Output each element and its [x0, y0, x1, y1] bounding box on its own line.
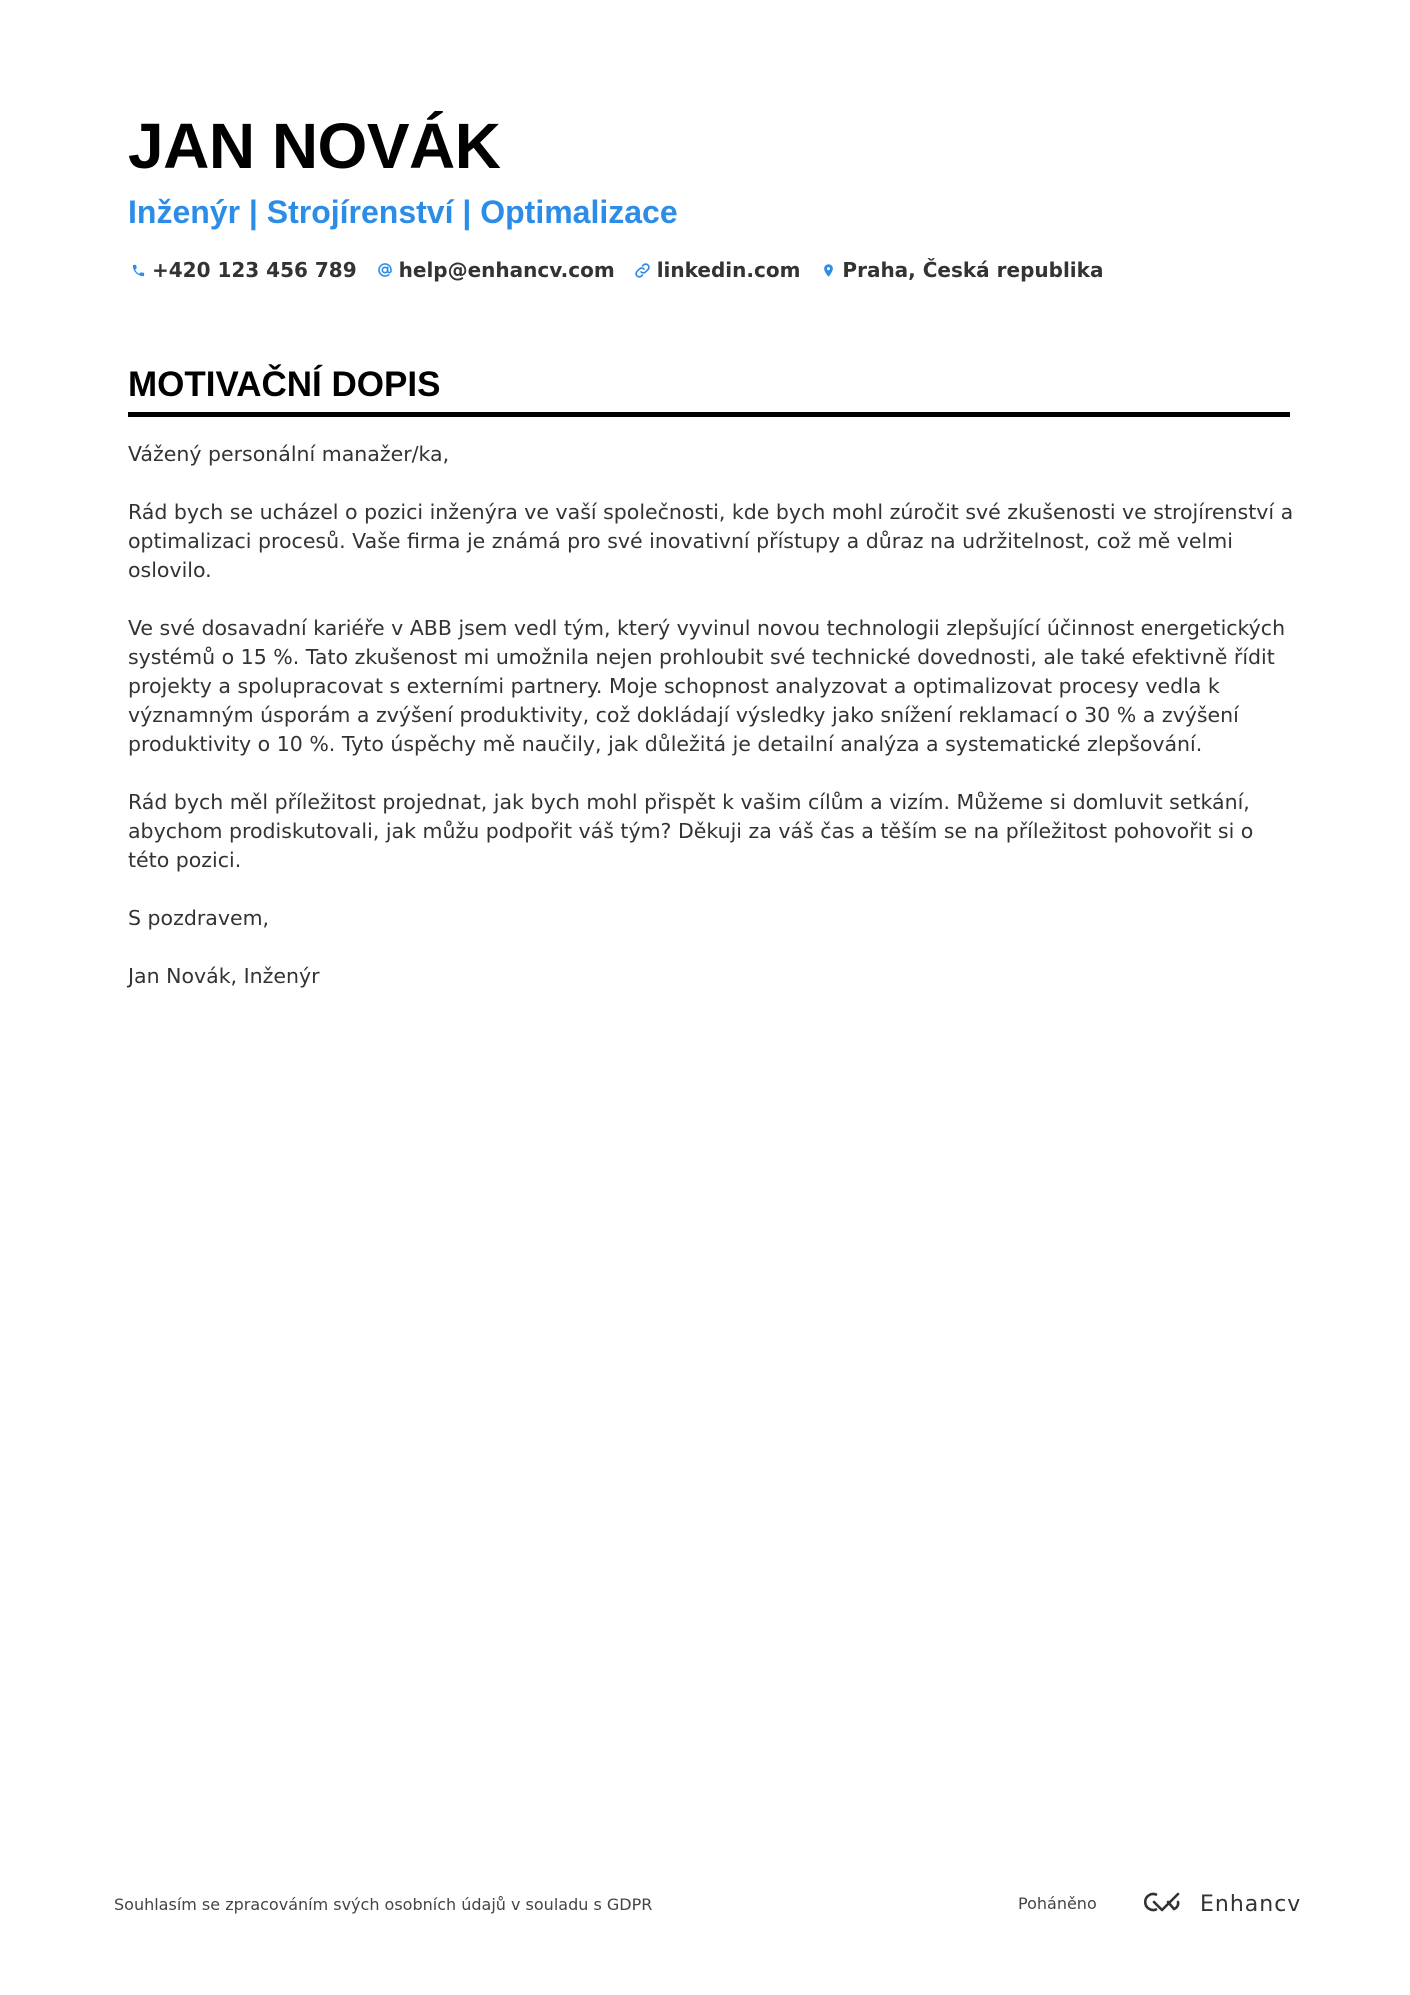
- contact-bar: [128, 256, 1290, 284]
- header: [128, 108, 1290, 284]
- contact-linkedin-text: linkedin.com: [656, 258, 801, 282]
- enhancv-logo-icon: [1140, 1889, 1186, 1919]
- gdpr-consent-text: Souhlasím se zpracováním svých osobních údajů v souladu s GDPR: [114, 1895, 653, 1914]
- letter-greeting: Vážený personální manažer/ka,: [128, 442, 450, 466]
- contact-location-text: Praha, Česká republika: [842, 258, 1104, 282]
- section-title: MOTIVAČNÍ DOPIS: [128, 365, 441, 404]
- contact-phone-text: +420 123 456 789: [152, 258, 357, 282]
- contact-linkedin[interactable]: [633, 258, 801, 282]
- location-pin-icon: [818, 260, 838, 280]
- letter-paragraph: Rád bych měl příležitost projednat, jak bych mohl přispět k vašim cílům a vizím. Můžeme si domluvit setkání, abychom prodiskutovali, jak můžu podpořit váš tým? Děkuji za váš čas a těším se na příležitost pohovořit si o této pozici.: [128, 790, 1254, 872]
- letter-paragraph: Ve své dosavadní kariéře v ABB jsem vedl tým, který vyvinul novou technologii zlepšující účinnost energetických systémů o 15 %. Tato zkušenost mi umožnila nejen prohloubit své technické dovednosti, ale také efektivně řídit projekty a spolupracovat s externími partnery. Moje schopnost analyzovat a optimalizovat procesy vedla k významným úsporám a zvýšení produktivity, což dokládají výsledky jako snížení reklamací o 30 % a zvýšení produktivity o 10 %. Tyto úspěchy mě naučily, jak důležitá je detailní analýza a systematické zlepšování.: [128, 616, 1286, 756]
- contact-email-text: help@enhancv.com: [398, 258, 615, 282]
- candidate-tagline: Inženýr | Strojírenství | Optimalizace: [128, 194, 678, 230]
- candidate-name: JAN NOVÁK: [128, 110, 501, 182]
- contact-email[interactable]: [375, 258, 615, 282]
- section-divider: [128, 412, 1290, 417]
- cover-letter-section-header: [128, 363, 1290, 417]
- phone-icon: [128, 260, 148, 280]
- letter-body: [128, 440, 1298, 1020]
- contact-location: [818, 258, 1103, 282]
- at-icon: [375, 260, 395, 280]
- enhancv-logo[interactable]: [1140, 1888, 1301, 1920]
- contact-phone[interactable]: [128, 258, 357, 282]
- enhancv-logo-text: Enhancv: [1200, 1891, 1302, 1917]
- letter-paragraph: Rád bych se ucházel o pozici inženýra ve vaší společnosti, kde bych mohl zúročit své zkušenosti ve strojírenství a optimalizaci procesů. Vaše firma je známá pro své inovativní přístupy a důraz na udržitelnost, což mě velmi oslovilo.: [128, 500, 1294, 582]
- letter-signature: Jan Novák, Inženýr: [128, 964, 320, 988]
- link-icon: [633, 260, 653, 280]
- letter-closing: S pozdravem,: [128, 906, 270, 930]
- powered-by-label: Poháněno: [1018, 1894, 1097, 1913]
